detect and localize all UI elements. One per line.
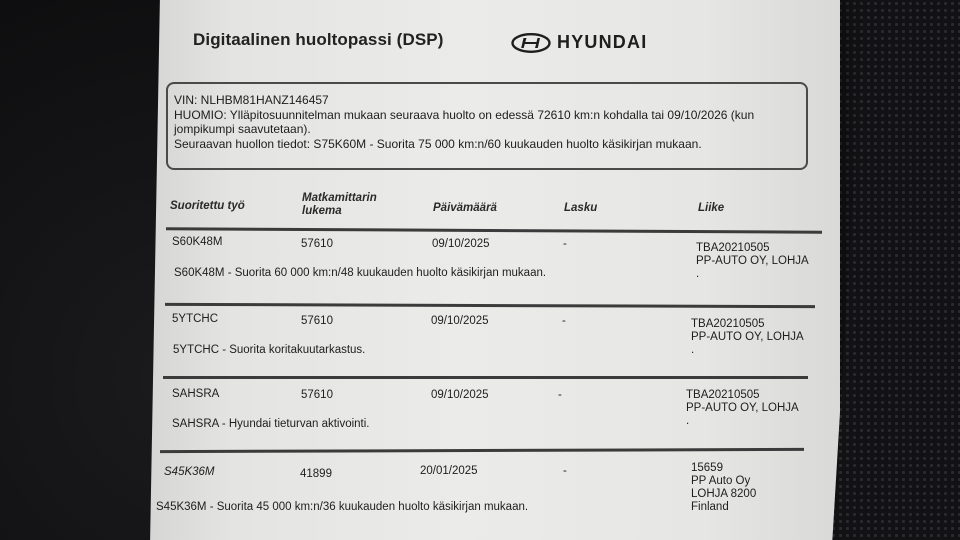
brand-name: HYUNDAI (557, 32, 648, 52)
row-invoice: - (558, 389, 562, 401)
row-invoice: - (563, 465, 567, 477)
column-header-work: Suoritettu työ (170, 200, 245, 212)
row-description: SAHSRA - Hyundai tieturvan aktivointi. (172, 418, 370, 430)
row-invoice: - (563, 238, 567, 250)
column-header-shop: Liike (698, 202, 725, 214)
shop-line: TBA20210505 (686, 389, 760, 401)
row-odometer: 57610 (301, 389, 333, 401)
row-shop (696, 242, 809, 281)
row-date: 09/10/2025 (431, 315, 489, 327)
row-odometer: 57610 (301, 238, 333, 250)
shop-line: LOHJA 8200 (691, 488, 757, 500)
shop-line: PP-AUTO OY, LOHJA (696, 255, 809, 267)
row-code: S45K36M (164, 466, 215, 478)
hyundai-logo-icon (511, 33, 551, 53)
shop-line: TBA20210505 (691, 318, 765, 330)
row-shop (686, 389, 799, 428)
row-description: S45K36M - Suorita 45 000 km:n/36 kuukauden huolto käsikirjan mukaan. (156, 501, 529, 513)
next-service-text: Seuraavan huollon tiedot: S75K60M - Suorita 75 000 km:n/60 kuukauden huolto käsikirjan mukaan. (174, 136, 702, 151)
row-description: S60K48M - Suorita 60 000 km:n/48 kuukauden huolto käsikirjan mukaan. (174, 267, 547, 279)
row-date: 20/01/2025 (420, 465, 478, 477)
row-description: 5YTCHC - Suorita koritakuutarkastus. (173, 344, 366, 356)
row-date: 09/10/2025 (432, 238, 490, 250)
shop-line: PP-AUTO OY, LOHJA (686, 402, 799, 414)
brand (511, 32, 647, 53)
row-divider (163, 376, 808, 379)
row-shop (691, 462, 756, 514)
shop-line: 15659 (691, 462, 723, 474)
row-odometer: 57610 (301, 315, 333, 327)
shop-line: PP-AUTO OY, LOHJA (691, 331, 804, 343)
huomio-text: HUOMIO: Ylläpitosuunnitelman mukaan seuraava huolto on edessä 72610 km:n kohdalla tai 09/10/2026 (kun jompikumpi saavutetaan). (174, 107, 755, 136)
shop-line: PP Auto Oy (691, 475, 751, 487)
row-code: SAHSRA (172, 388, 220, 400)
shop-line: Finland (691, 501, 729, 513)
row-odometer: 41899 (300, 468, 332, 480)
row-code: 5YTCHC (172, 313, 219, 325)
column-header-invoice: Lasku (564, 202, 598, 214)
row-code: S60K48M (172, 236, 223, 248)
shop-line: TBA20210505 (696, 242, 770, 254)
column-header-odometer: Matkamittarin lukema (302, 192, 377, 217)
shop-line: . (686, 415, 690, 427)
background-seat-fabric (830, 0, 960, 540)
vin-text: VIN: NLHBM81HANZ146457 (174, 93, 329, 107)
document-title: Digitaalinen huoltopassi (DSP) (193, 30, 444, 49)
shop-line: . (696, 268, 700, 280)
service-notice-box (166, 82, 808, 170)
row-shop (691, 318, 804, 357)
row-date: 09/10/2025 (431, 389, 489, 401)
shop-line: . (691, 344, 695, 356)
row-invoice: - (562, 315, 566, 327)
column-header-date: Päivämäärä (433, 202, 497, 214)
